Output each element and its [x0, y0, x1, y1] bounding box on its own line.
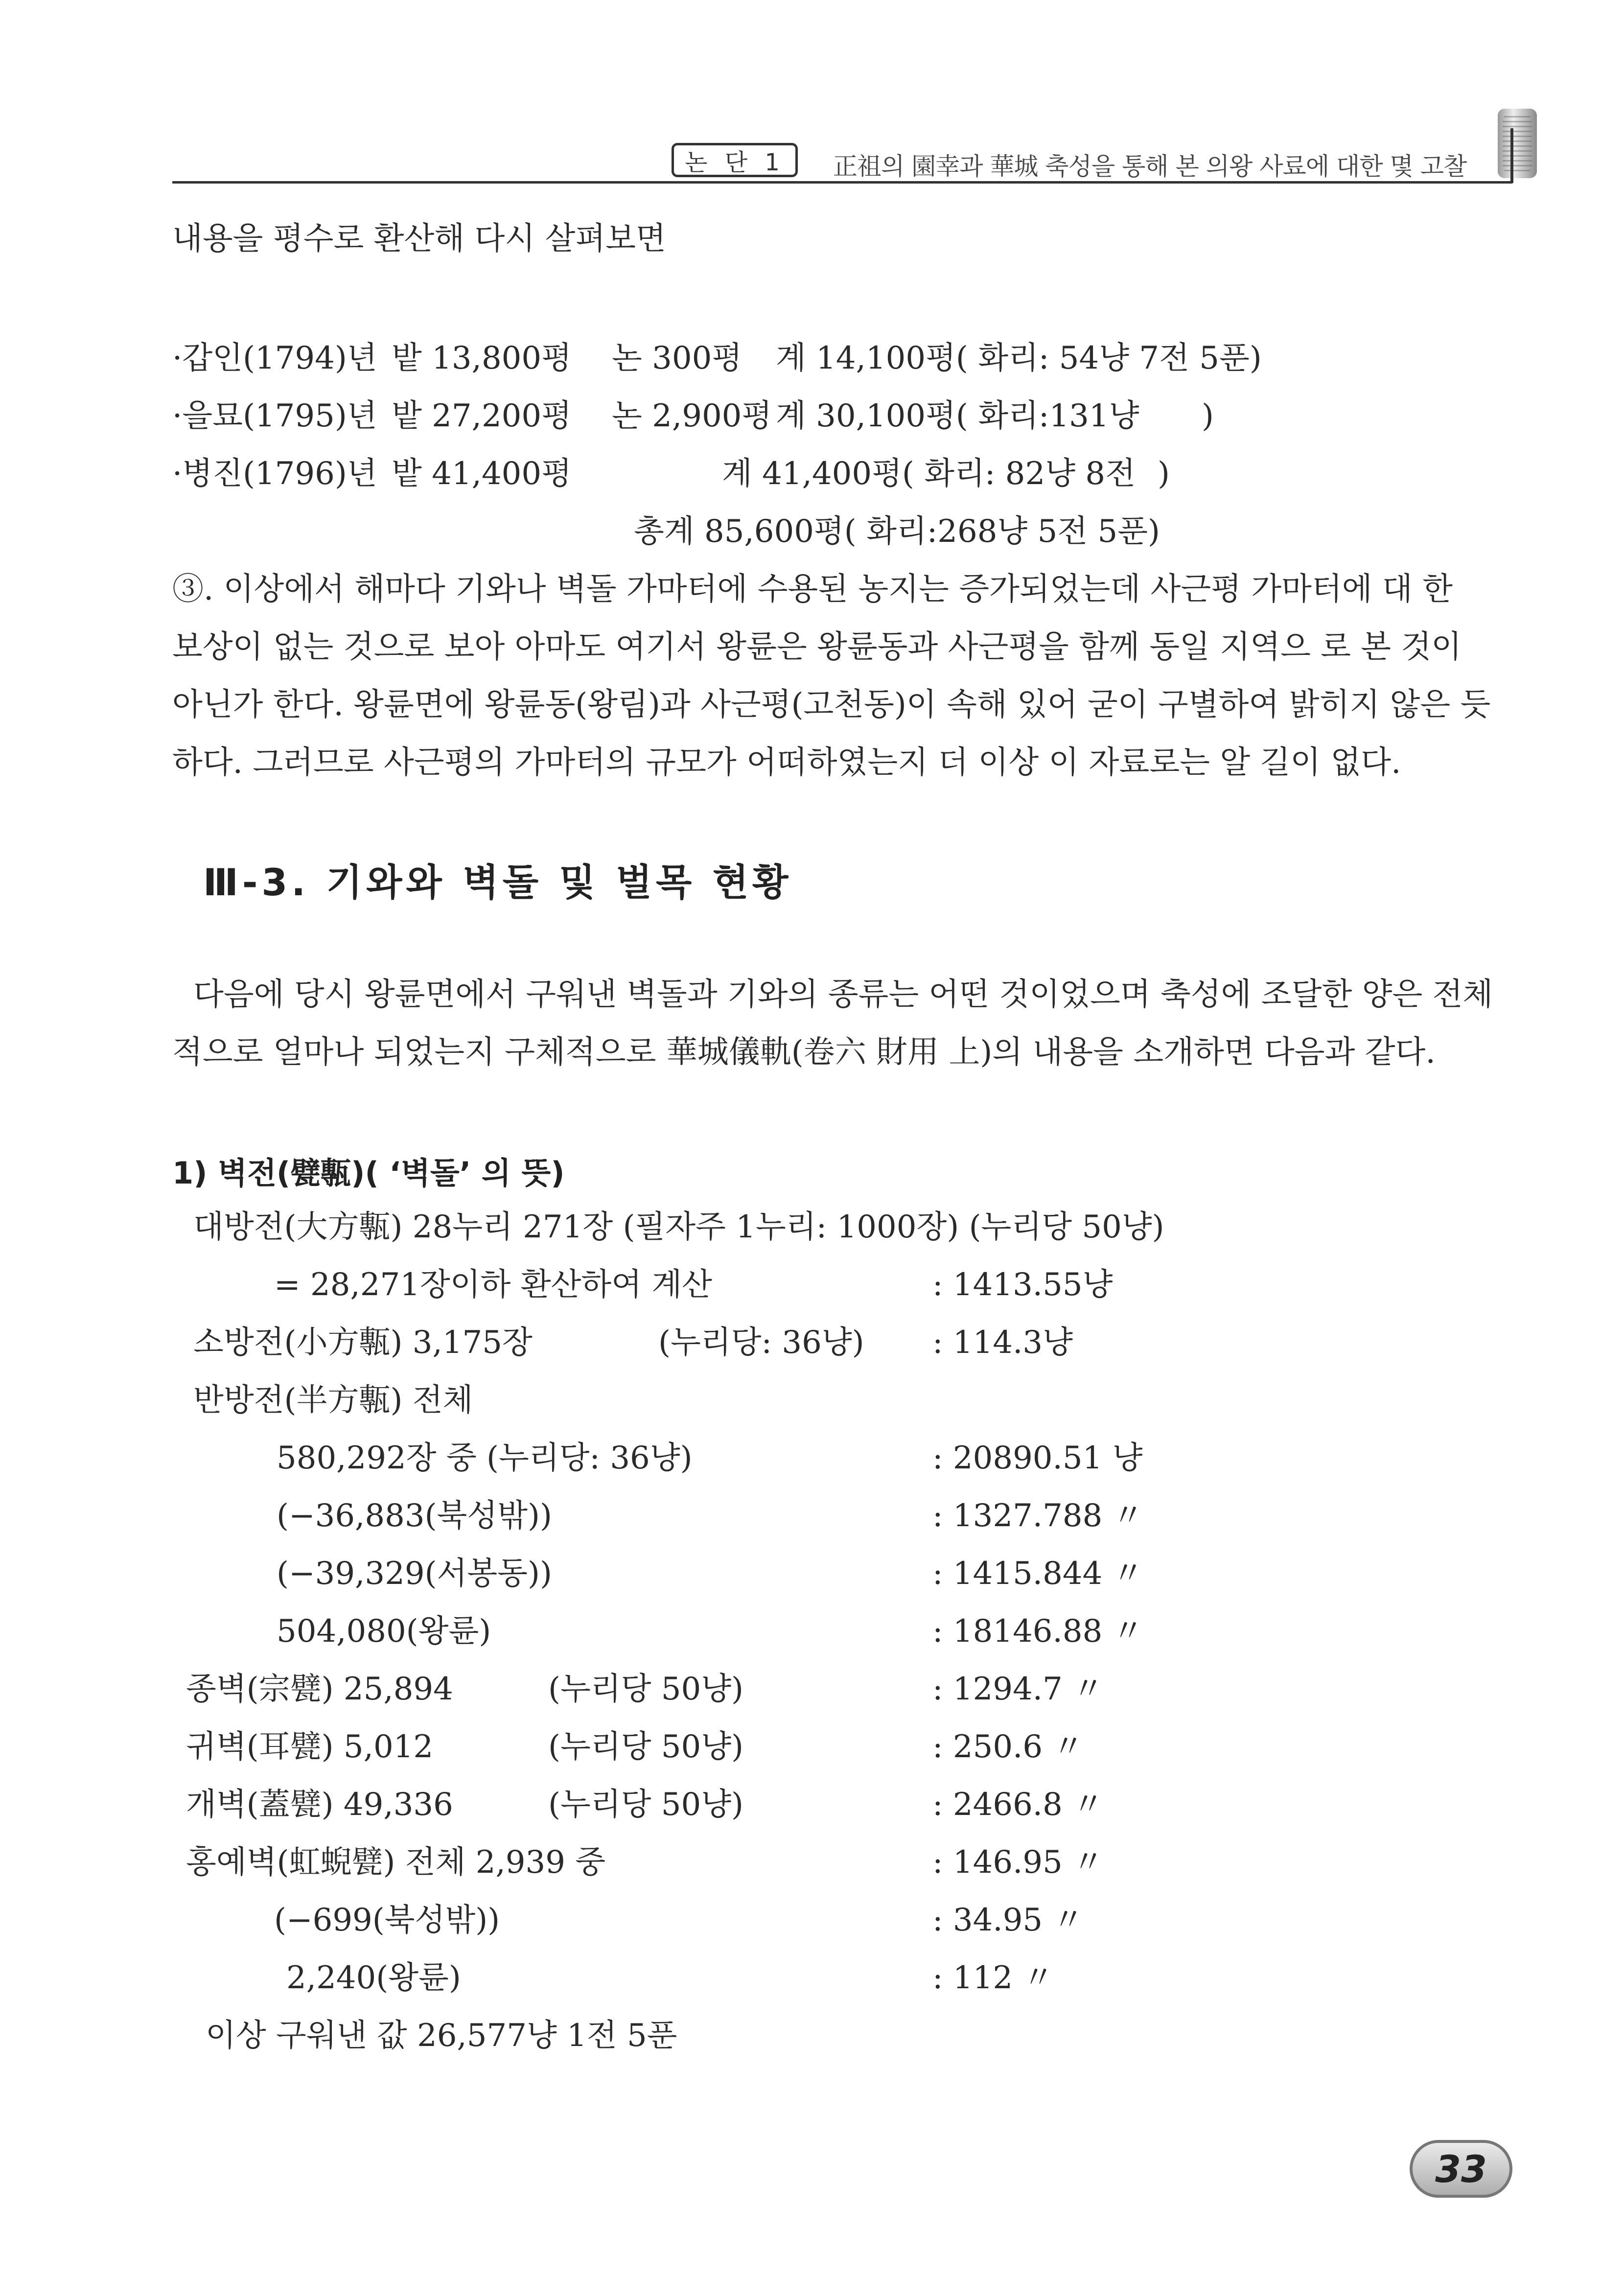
- list-item: 2,240(왕륜): [286, 1960, 461, 1996]
- paragraph-line: 다음에 당시 왕륜면에서 구워낸 벽돌과 기와의 종류는 어떤 것이었으며 축성에 조달한 양은 전체: [193, 976, 1493, 1013]
- year-total: 계 14,100평( 화리: 54냥 7전 5푼): [776, 340, 1262, 376]
- page-edge-tab: [1498, 109, 1537, 178]
- list-item-value: : 114.3냥: [932, 1325, 1073, 1361]
- running-header-title: 正祖의 園幸과 華城 축성을 통해 본 의왕 사료에 대한 몇 고찰: [833, 152, 1467, 181]
- list-item: 504,080(왕륜): [277, 1613, 491, 1650]
- list-item: (−39,329(서봉동)): [277, 1556, 552, 1592]
- list-item: 홍예벽(虹蜺甓) 전체 2,939 중: [186, 1844, 606, 1881]
- list-item-value: : 1327.788 〃: [932, 1498, 1144, 1534]
- year-label: ·갑인(1794)년: [172, 340, 377, 376]
- header-rule: [172, 181, 1512, 184]
- header-vertical-rule: [1510, 128, 1513, 183]
- list-item: 개벽(蓋甓) 49,336: [186, 1787, 453, 1823]
- list-item: 580,292장 중 (누리당: 36냥): [277, 1440, 693, 1476]
- list-item: 종벽(宗甓) 25,894: [186, 1671, 453, 1707]
- year-field: 밭 13,800평: [392, 340, 572, 376]
- page-number: 33: [1410, 2140, 1512, 2198]
- section-heading: Ⅲ-3. 기와와 벽돌 및 벌목 현황: [203, 860, 792, 904]
- list-item-rate: (누리당: 36냥): [658, 1325, 864, 1361]
- year-paddy: 논 2,900평: [612, 398, 772, 434]
- paragraph-line: 아닌가 한다. 왕륜면에 왕륜동(왕림)과 사근평(고천동)이 속해 있어 굳이 구별하여 밝히지 않은 듯: [172, 687, 1491, 723]
- list-item: 소방전(小方甎) 3,175장: [193, 1325, 533, 1361]
- year-total: 계 30,100평( 화리:131냥: [776, 398, 1139, 434]
- list-item-rate: (누리당 50냥): [548, 1729, 744, 1765]
- list-item-value: : 112 〃: [932, 1960, 1054, 1996]
- list-item: (−36,883(북성밖)): [277, 1498, 552, 1534]
- list-item-value: : 1415.844 〃: [932, 1556, 1144, 1592]
- section-label-box: 논 단 1: [672, 143, 798, 177]
- list-item-value: : 20890.51 냥: [932, 1440, 1143, 1476]
- list-item-value: : 1294.7 〃: [932, 1671, 1104, 1707]
- subheading: 1) 벽전(甓甎)( ‘벽돌’ 의 뜻): [172, 1155, 565, 1191]
- list-item-rate: (누리당 50냥): [548, 1671, 744, 1707]
- year-label: ·을묘(1795)년: [172, 398, 377, 434]
- paragraph-line: ③. 이상에서 해마다 기와나 벽돌 가마터에 수용된 농지는 증가되었는데 사근평 가마터에 대 한: [172, 571, 1453, 607]
- grand-total: 총계 85,600평( 화리:268냥 5전 5푼): [634, 513, 1160, 550]
- paragraph-line: 하다. 그러므로 사근평의 가마터의 규모가 어떠하였는지 더 이상 이 자료로는 알 길이 없다.: [172, 744, 1401, 781]
- year-total-close: ): [1202, 398, 1214, 434]
- list-item-value: : 250.6 〃: [932, 1729, 1084, 1765]
- summary-line: 이상 구워낸 값 26,577냥 1전 5푼: [206, 2018, 677, 2054]
- year-total-close: ): [1158, 456, 1170, 492]
- list-item-value: : 2466.8 〃: [932, 1787, 1104, 1823]
- list-item-value: : 146.95 〃: [932, 1844, 1104, 1881]
- list-item-value: : 1413.55냥: [932, 1267, 1113, 1303]
- intro-line: 내용을 평수로 환산해 다시 살펴보면: [172, 221, 666, 257]
- paragraph-line: 보상이 없는 것으로 보아 아마도 여기서 왕륜은 왕륜동과 사근평을 함께 동일 지역으 로 본 것이: [172, 629, 1462, 665]
- list-item-value: : 34.95 〃: [932, 1902, 1084, 1938]
- list-item-rate: (누리당 50냥): [548, 1787, 744, 1823]
- year-field: 밭 41,400평: [392, 456, 572, 492]
- year-field: 밭 27,200평: [392, 398, 572, 434]
- year-paddy: 논 300평: [612, 340, 742, 376]
- list-item: (−699(북성밖)): [274, 1902, 500, 1938]
- list-item: 대방전(大方甎) 28누리 271장 (필자주 1누리: 1000장) (누리당 50냥): [193, 1209, 1164, 1245]
- paragraph-line: 적으로 얼마나 되었는지 구체적으로 華城儀軌(卷六 財用 上)의 내용을 소개하면 다음과 같다.: [172, 1034, 1436, 1070]
- year-total: 계 41,400평( 화리: 82냥 8전: [722, 456, 1136, 492]
- year-label: ·병진(1796)년: [172, 456, 377, 492]
- list-item: 귀벽(耳甓) 5,012: [186, 1729, 434, 1765]
- list-item: 반방전(半方甎) 전체: [193, 1382, 473, 1418]
- list-item-value: : 18146.88 〃: [932, 1613, 1144, 1650]
- list-item: = 28,271장이하 환산하여 계산: [274, 1267, 713, 1303]
